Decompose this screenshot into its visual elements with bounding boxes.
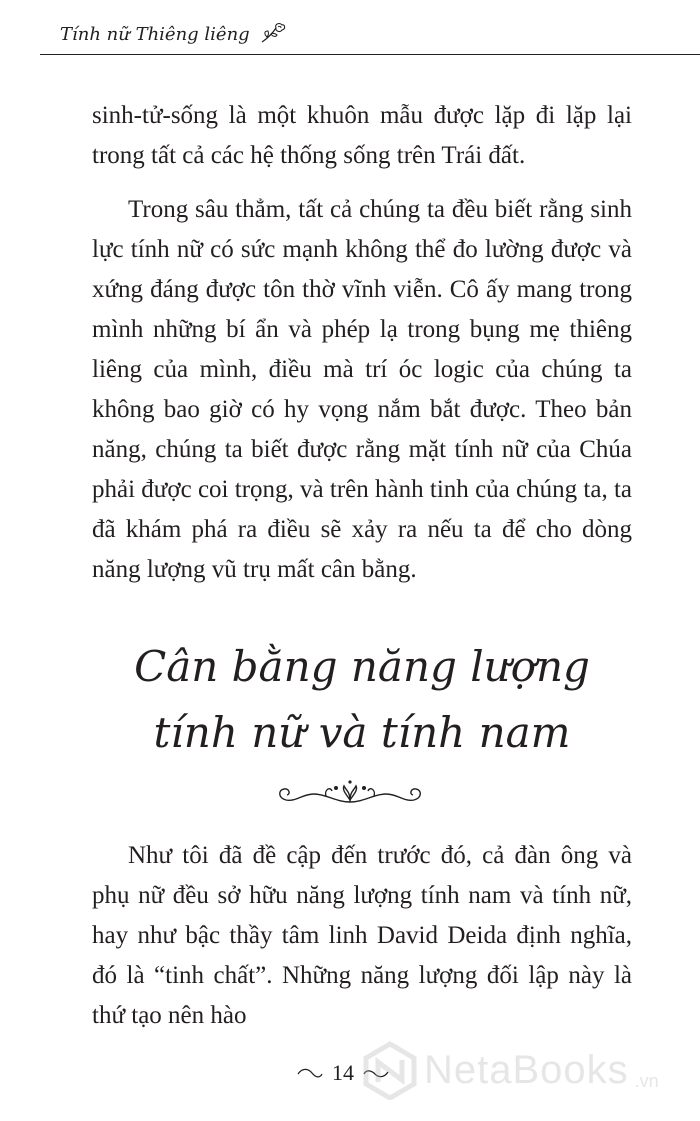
- paragraph-continuation: sinh-tử-sống là một khuôn mẫu được lặp đi lặp lại trong tất cả các hệ thống sống trên Trái đất.: [92, 102, 632, 169]
- header-rule: [40, 54, 700, 55]
- chapter-heading: [92, 634, 632, 766]
- watermark-text: NetaBooks: [424, 1047, 629, 1092]
- left-swirl-icon: [296, 1066, 324, 1080]
- watermark-suffix: .vn: [634, 1071, 659, 1091]
- page-number: 14: [332, 1060, 354, 1085]
- flourish-ornament-icon: [266, 776, 434, 810]
- running-header: [60, 22, 288, 46]
- running-header-title: Tính nữ Thiêng liêng: [60, 23, 250, 45]
- paragraph-energy-balance: Như tôi đã đề cập đến trước đó, cả đàn ông và phụ nữ đều sở hữu năng lượng tính nam và tính nữ, hay như bậc thầy tâm linh David Deida định nghĩa, đó là “tinh chất”. Những năng lượng đối lập này là thứ tạo nên hào: [92, 842, 632, 1029]
- paragraph-sacred-feminine: Trong sâu thẳm, tất cả chúng ta đều biết rằng sinh lực tính nữ có sức mạnh không thể đo lường được và xứng đáng được tôn thờ vĩnh viễn. Cô ấy mang trong mình những bí ẩn và phép lạ trong bụng mẹ thiêng liêng của mình, điều mà trí óc logic của chúng ta không bao giờ có hy vọng nắm bắt được. Theo bản năng, chúng ta biết được rằng mặt tính nữ của Chúa phải được coi trọng, và trên hành tinh của chúng ta, ta đã khám phá ra điều sẽ xảy ra nếu ta để cho dòng năng lượng vũ trụ mất cân bằng.: [92, 196, 632, 583]
- watermark: [362, 1040, 659, 1100]
- rose-sprig-icon: [258, 22, 288, 46]
- chapter-heading-line-1: Cân bằng năng lượng: [134, 642, 590, 691]
- chapter-heading-line-2: tính nữ và tính nam: [153, 708, 571, 757]
- netabooks-logo-icon: [362, 1040, 418, 1100]
